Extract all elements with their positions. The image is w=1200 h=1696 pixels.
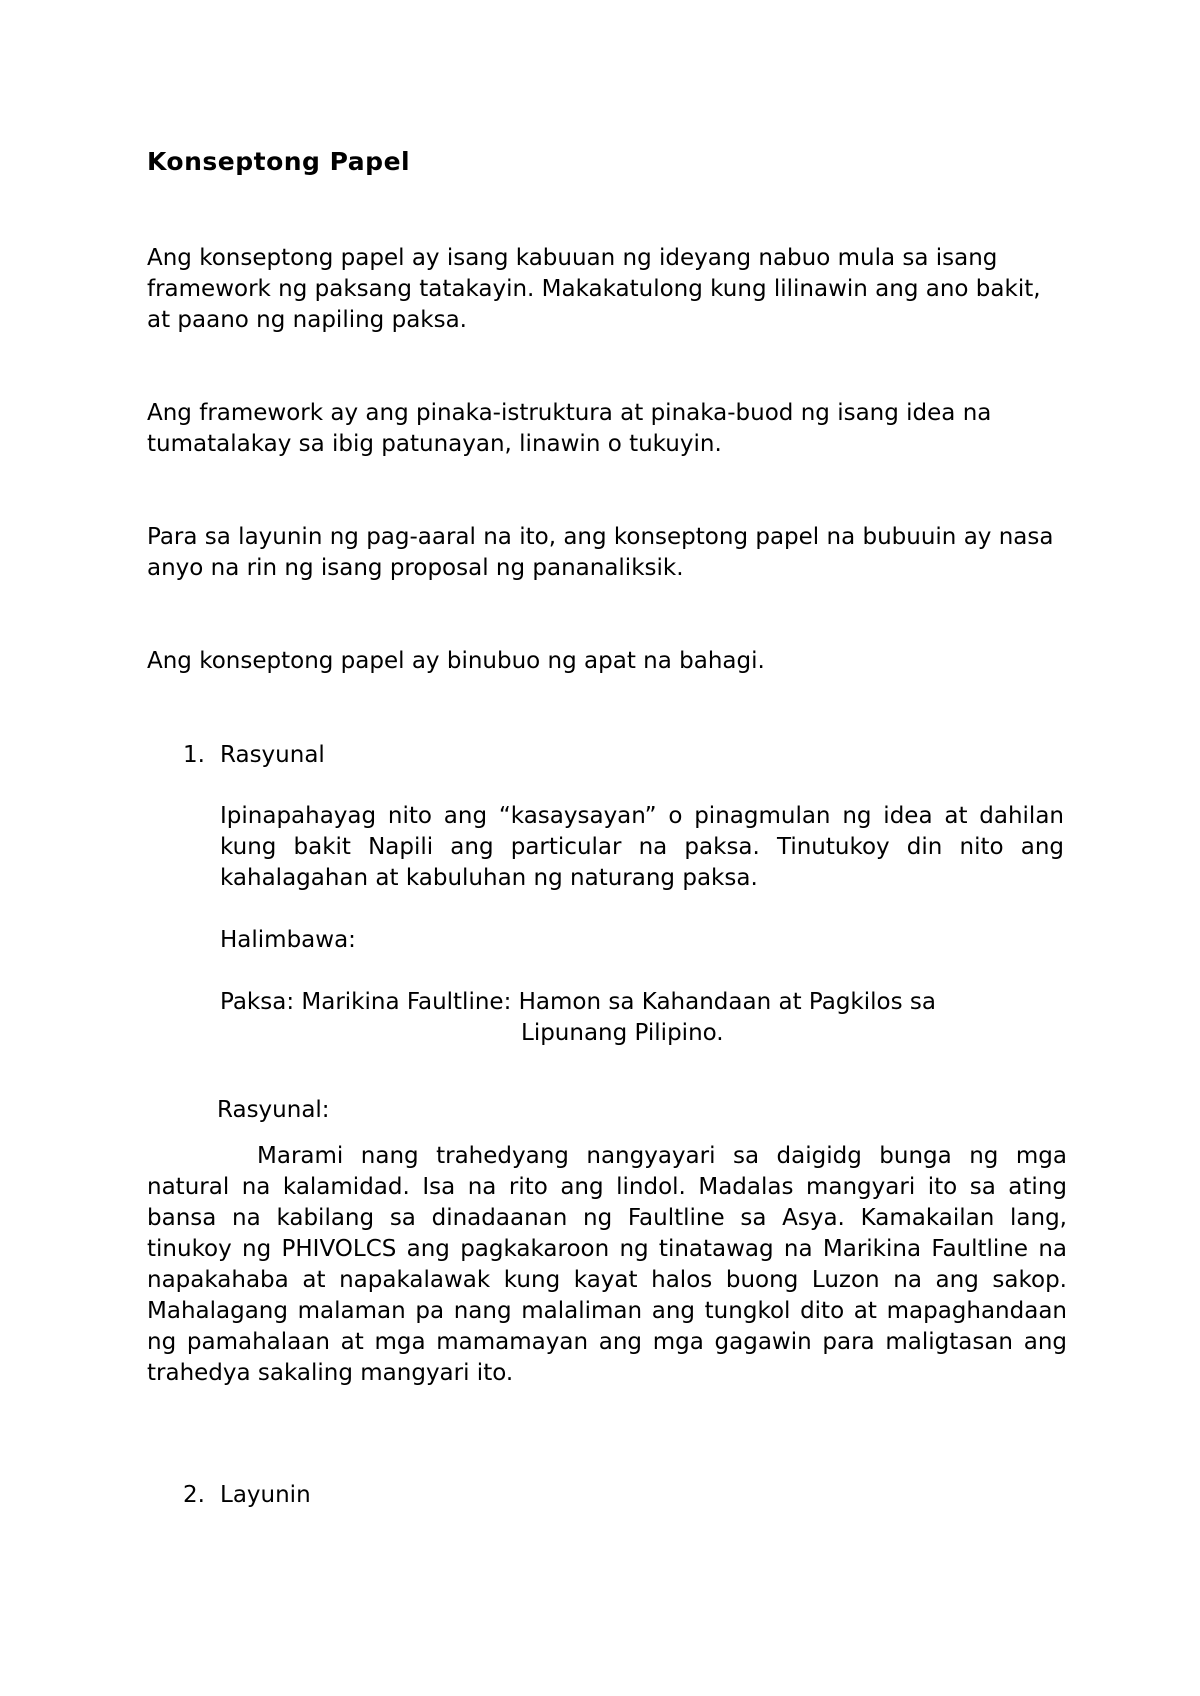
example-label: Halimbawa: (220, 927, 356, 953)
list-item-label-rasyunal: Rasyunal (220, 742, 325, 768)
list-item-label-layunin: Layunin (220, 1482, 311, 1508)
rasyunal-description: Ipinapahayag nito ang “kasaysayan” o pinagmulan ng idea at dahilan kung bakit Napili ang particular na paksa. Tinutukoy din nito ang kahalagahan at kabuluhan ng naturang paksa. (220, 803, 1064, 891)
document-title: Konseptong Papel (147, 147, 411, 176)
list-item-number: 2. (183, 1482, 205, 1508)
topic-line: Paksa: Marikina Faultline: Hamon sa Kahandaan at Pagkilos sa (220, 989, 936, 1015)
framework-paragraph: Ang framework ay ang pinaka-istruktura at pinaka-buod ng isang idea na tumatalakay sa ibig patunayan, linawin o tukuyin. (147, 400, 992, 457)
parts-paragraph: Ang konseptong papel ay binubuo ng apat na bahagi. (147, 648, 765, 674)
rationale-text: Marami nang trahedyang nangyayari sa daigidg bunga ng mga natural na kalamidad. Isa na rito ang lindol. Madalas mangyari ito sa ating bansa na kabilang sa dinadaanan ng Faultline sa Asya. Kamakailan lang, tinukoy ng PHIVOLCS ang pagkakaroon ng tinatawag na Marikina Faultline na napakahaba at napakalawak kung kayat halos buong Luzon na ang sakop. Mahalagang malaman pa nang malaliman ang tungkol dito at mapaghandaan ng pamahalaan at mga mamamayan ang mga gagawin para maligtasan ang trahedya sakaling mangyari ito. (147, 1143, 1067, 1386)
intro-paragraph: Ang konseptong papel ay isang kabuuan ng ideyang nabuo mula sa isang framework ng paksang tatakayin. Makakatulong kung lilinawin ang ano bakit, at paano ng napiling paksa. (147, 245, 1041, 333)
list-item-number: 1. (183, 742, 205, 768)
rationale-label: Rasyunal: (217, 1097, 330, 1123)
topic-line-continued: Lipunang Pilipino. (521, 1020, 724, 1046)
purpose-paragraph: Para sa layunin ng pag-aaral na ito, ang konseptong papel na bubuuin ay nasa anyo na rin ng isang proposal ng pananaliksik. (147, 524, 1054, 581)
